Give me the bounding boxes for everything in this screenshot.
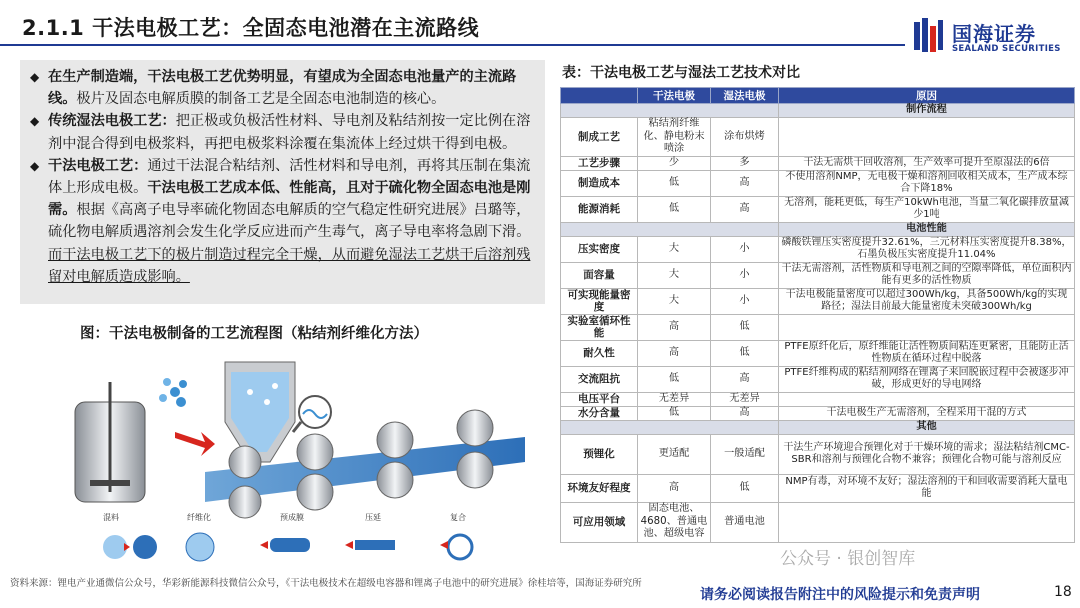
row-wet: 低	[711, 340, 779, 366]
table-row	[561, 118, 1075, 157]
header-dry: 干法电极	[638, 88, 711, 104]
disclaimer-note: 请务必阅读报告附注中的风险提示和免责声明	[700, 587, 980, 603]
row-reason: 磷酸铁锂压实密度提升32.61%，三元材料压实密度提升8.38%，石墨负极压实密度提升11.04%	[779, 236, 1075, 262]
row-item: 电压平台	[561, 392, 638, 406]
row-item: 工艺步骤	[561, 156, 638, 170]
row-wet: 低	[711, 474, 779, 502]
step-label-prefilm: 预成膜	[280, 513, 304, 522]
magnifier-icon	[293, 396, 331, 432]
row-dry: 高	[638, 314, 711, 340]
table-row	[561, 474, 1075, 502]
process-flow-diagram	[55, 352, 535, 572]
mixing-vessel	[75, 378, 187, 502]
bullet-wet-lead: 传统湿法电极工艺：	[48, 113, 176, 130]
header-wet: 湿法电极	[711, 88, 779, 104]
table-row	[561, 170, 1075, 196]
section-label: 电池性能	[779, 222, 1075, 236]
row-wet: 多	[711, 156, 779, 170]
row-dry: 大	[638, 236, 711, 262]
row-reason: 干法电极能量密度可以超过300Wh/kg，具备500Wh/kg的实现路径；湿法目前最大能量密度未突破300Wh/kg	[779, 288, 1075, 314]
bullet-production	[28, 66, 537, 110]
row-wet: 涂布烘烤	[711, 118, 779, 157]
diamond-bullet-icon: ◆	[30, 70, 40, 84]
table-row	[561, 406, 1075, 420]
row-dry: 高	[638, 340, 711, 366]
bullet-dry-process	[28, 155, 537, 288]
row-dry: 无差异	[638, 392, 711, 406]
row-wet: 高	[711, 196, 779, 222]
section-row	[561, 104, 1075, 118]
row-reason: 干法电极生产无需溶剂，全程采用干混的方式	[779, 406, 1075, 420]
bullet-wet-text: 把正极或负极活性材料、导电剂及粘结剂按一定比例在溶剂中混合得到电极浆料，再把电极浆料涂覆在集流体上经过烘干得到电极。	[48, 113, 531, 152]
row-reason	[779, 392, 1075, 406]
figure-title: 图：干法电极制备的工艺流程图（粘结剂纤维化方法）	[80, 326, 428, 342]
row-dry: 固态电池、4680、普通电池、超级电容	[638, 502, 711, 542]
table-row	[561, 288, 1075, 314]
step-label-calendering: 压延	[365, 513, 381, 522]
page-number: 18	[1054, 584, 1072, 600]
row-wet: 一般适配	[711, 434, 779, 474]
row-dry: 低	[638, 366, 711, 392]
row-item: 可实现能量密度	[561, 288, 638, 314]
comparison-table	[560, 87, 1074, 543]
step-schematics	[103, 533, 472, 561]
row-dry: 高	[638, 474, 711, 502]
section-row	[561, 222, 1075, 236]
row-item: 压实密度	[561, 236, 638, 262]
row-wet: 小	[711, 288, 779, 314]
row-item: 制成工艺	[561, 118, 638, 157]
logo-english-name: SEALAND SECURITIES	[952, 44, 1061, 54]
table-row	[561, 236, 1075, 262]
row-item: 预锂化	[561, 434, 638, 474]
row-item: 可应用领域	[561, 502, 638, 542]
table-row	[561, 156, 1075, 170]
bullet-production-lead: 在生产制造端，干法电极工艺优势明显，有望成为全固态电池量产的主流路线。	[48, 69, 517, 108]
row-wet: 高	[711, 170, 779, 196]
row-wet: 高	[711, 366, 779, 392]
row-reason: PTFE纤维构成的粘结剂网络在锂离子来回脱嵌过程中会被逐步冲破，形成更好的导电网络	[779, 366, 1075, 392]
flow-arrow-icon	[175, 432, 215, 456]
row-item: 耐久性	[561, 340, 638, 366]
row-wet: 高	[711, 406, 779, 420]
logo-chinese-name: 国海证券	[952, 22, 1036, 46]
row-reason: 干法无需烘干回收溶剂，生产效率可提升至原湿法的6倍	[779, 156, 1075, 170]
diamond-bullet-icon: ◆	[30, 158, 40, 173]
table-row	[561, 366, 1075, 392]
row-wet: 无差异	[711, 392, 779, 406]
diamond-bullet-icon: ◆	[30, 114, 40, 129]
brand-logo	[912, 16, 1072, 62]
table-row	[561, 340, 1075, 366]
row-dry: 更适配	[638, 434, 711, 474]
row-item: 交流阻抗	[561, 366, 638, 392]
row-reason: 干法生产环境迎合预锂化对于干燥环境的需求；湿法粘结剂CMC-SBR和溶剂与预锂化合物不兼容；预锂化合物可能与溶剂反应	[779, 434, 1075, 474]
section-label: 其他	[779, 420, 1075, 434]
section-row	[561, 420, 1075, 434]
row-dry: 少	[638, 156, 711, 170]
table-row	[561, 196, 1075, 222]
step-labels	[103, 512, 466, 522]
row-item: 水分含量	[561, 406, 638, 420]
table-row	[561, 392, 1075, 406]
bullet-dry-lead: 干法电极工艺：	[48, 157, 148, 174]
row-dry: 低	[638, 406, 711, 420]
table-header-row	[561, 88, 1075, 104]
row-item: 实验室循环性能	[561, 314, 638, 340]
row-wet: 普通电池	[711, 502, 779, 542]
row-dry: 大	[638, 262, 711, 288]
row-item: 环境友好程度	[561, 474, 638, 502]
sealand-logo-icon	[912, 18, 944, 54]
row-reason: PTFE原纤化后，原纤维能让活性物质间粘连更紧密，且能防止活性物质在循环过程中脱落	[779, 340, 1075, 366]
step-label-fibrillation: 纤维化	[187, 513, 211, 522]
row-reason	[779, 502, 1075, 542]
row-dry: 低	[638, 196, 711, 222]
step-label-mixing: 混料	[103, 513, 119, 522]
row-wet: 低	[711, 314, 779, 340]
row-reason: 无溶剂，能耗更低，每生产10kWh电池，当量二氧化碳排放量减少1吨	[779, 196, 1075, 222]
row-reason	[779, 118, 1075, 157]
row-wet: 小	[711, 262, 779, 288]
row-wet: 小	[711, 236, 779, 262]
bullet-wet-process	[28, 110, 537, 154]
bullet-dry-text-a: 通过干法混合粘结剂、活性材料和导电剂，再将其压制在集流体上形成电极。	[48, 157, 531, 197]
row-dry: 大	[638, 288, 711, 314]
row-item: 制造成本	[561, 170, 638, 196]
table-row	[561, 314, 1075, 340]
table-row	[561, 262, 1075, 288]
table-row	[561, 502, 1075, 542]
bullet-production-text: 极片及固态电解质膜的制备工艺是全固态电池制造的核心。	[76, 91, 446, 108]
fibrillation-hopper	[225, 362, 295, 462]
title-divider	[0, 44, 905, 46]
row-item: 面容量	[561, 262, 638, 288]
header-reason: 原因	[779, 88, 1075, 104]
step-label-lamination: 复合	[450, 513, 466, 522]
bullet-dry-underlined: 而干法电极工艺下的极片制造过程完全干燥，从而避免湿法工艺烘干后溶剂残留对电解质造成影响。	[48, 246, 531, 285]
row-item: 能源消耗	[561, 196, 638, 222]
watermark: 公众号 · 银创智库	[780, 549, 916, 569]
bullet-dry-text-b: 根据《高离子电导率硫化物固态电解质的空气稳定性研究进展》吕璐等，硫化物电解质遇溶剂会发生化学反应进而产生毒气，离子导电率将急剧下滑。	[48, 202, 531, 241]
page-title: 2.1.1 干法电极工艺：全固态电池潜在主流路线	[22, 16, 480, 40]
row-reason: NMP有毒，对环境不友好；湿法溶剂的干和回收需要消耗大量电能	[779, 474, 1075, 502]
header-item	[561, 88, 638, 104]
row-reason	[779, 314, 1075, 340]
row-reason: 干法无需溶剂，活性物质和导电剂之间的空隙率降低，单位面积内能有更多的活性物质	[779, 262, 1075, 288]
row-dry: 粘结剂纤维化、静电粉末喷涂	[638, 118, 711, 157]
section-label: 制作流程	[779, 104, 1075, 118]
table-row	[561, 434, 1075, 474]
source-note: 资料来源：锂电产业通微信公众号，华彩新能源科技微信公众号，《干法电极技术在超级电容器和锂离子电池中的研究进展》徐桂培等，国海证券研究所	[10, 578, 642, 589]
row-dry: 低	[638, 170, 711, 196]
bullet-dry-emphasis: 干法电极工艺成本低、性能高，且对于硫化物全固态电池是刚需。	[48, 180, 531, 219]
row-reason: 不使用溶剂NMP，无电极干燥和溶剂回收相关成本，生产成本综合下降18%	[779, 170, 1075, 196]
summary-textbox	[20, 60, 545, 304]
table-title: 表：干法电极工艺与湿法工艺技术对比	[562, 65, 800, 81]
